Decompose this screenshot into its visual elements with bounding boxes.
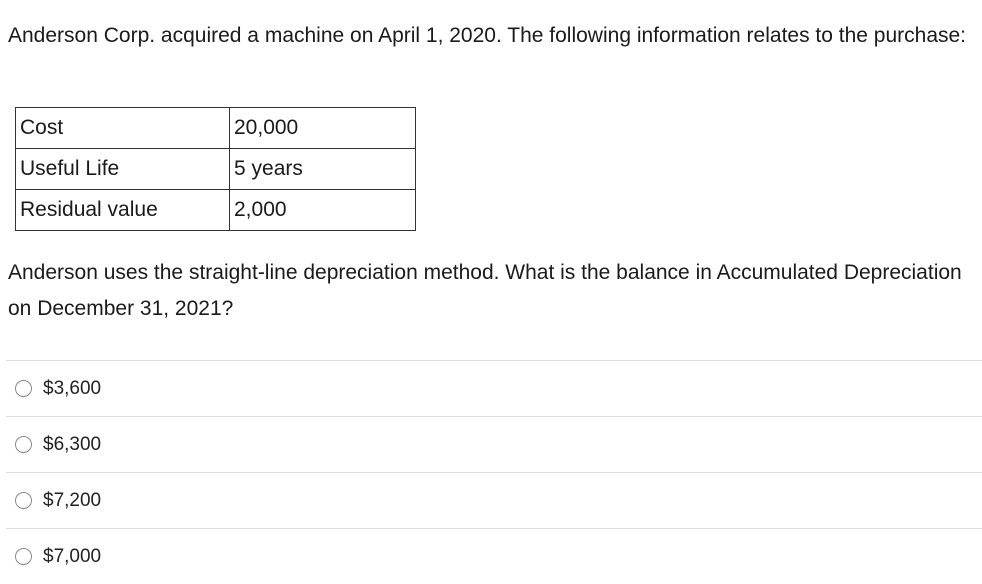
answer-options (6, 360, 982, 584)
radio-button-icon[interactable] (15, 380, 32, 397)
answer-option-2[interactable] (6, 416, 982, 472)
question-intro: Anderson Corp. acquired a machine on April 1, 2020. The following information relates to the purchase: (8, 24, 967, 47)
answer-option-1[interactable] (6, 360, 982, 416)
purchase-info-table (15, 107, 416, 231)
question-prompt: Anderson uses the straight-line depreciation method. What is the balance in Accumulated Depreciation on December 31, 2021? (8, 261, 962, 320)
radio-button-icon[interactable] (15, 436, 32, 453)
table-value-cost: 20,000 (230, 108, 416, 149)
table-label-cost: Cost (16, 108, 230, 149)
answer-option-label: $7,000 (43, 545, 102, 567)
answer-option-label: $3,600 (43, 377, 102, 399)
radio-button-icon[interactable] (15, 492, 32, 509)
table-value-residual-value: 2,000 (230, 190, 416, 231)
answer-option-label: $6,300 (43, 433, 102, 455)
table-label-useful-life: Useful Life (16, 149, 230, 190)
table-row (16, 190, 416, 231)
answer-option-4[interactable] (6, 528, 982, 584)
table-value-useful-life: 5 years (230, 149, 416, 190)
radio-button-icon[interactable] (15, 548, 32, 565)
table-label-residual-value: Residual value (16, 190, 230, 231)
answer-option-3[interactable] (6, 472, 982, 528)
table-row (16, 108, 416, 149)
table-row (16, 149, 416, 190)
answer-option-label: $7,200 (43, 489, 102, 511)
